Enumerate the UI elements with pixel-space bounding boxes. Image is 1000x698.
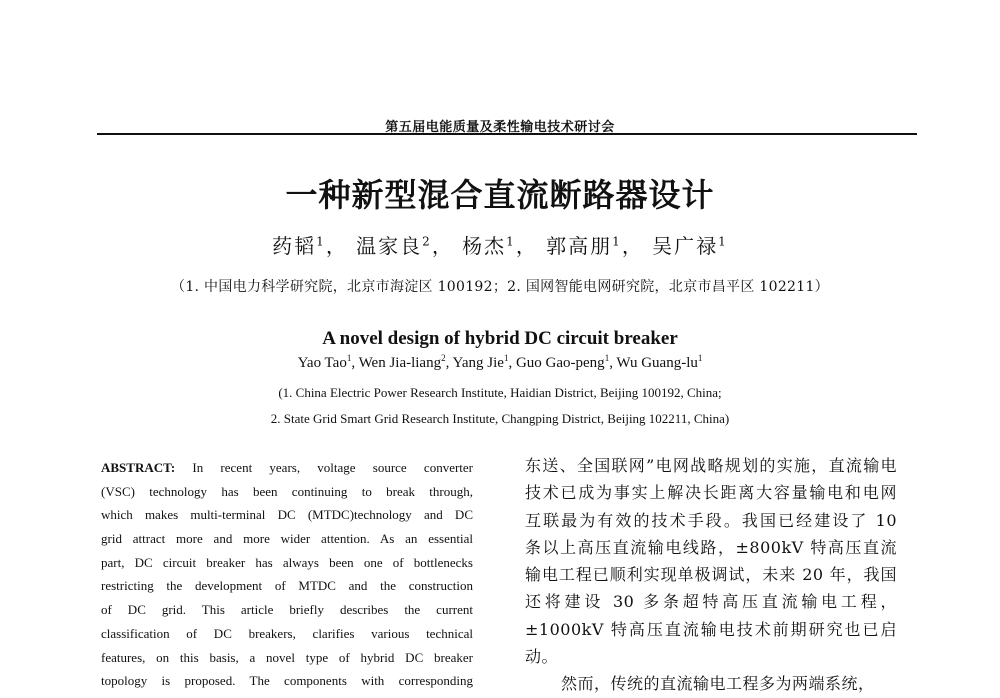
cn-authors: 药韬$^1$， 温家良$^2$， 杨杰$^1$， 郭高朋$^1$， 吴广禄$^1$: [272, 234, 728, 258]
abstract-line: classification of DC breakers, clarifies various technical: [101, 625, 473, 641]
author-sup: 1: [503, 353, 509, 363]
abstract-line: which makes multi-terminal DC (MTDC)technology and DC: [101, 507, 473, 523]
body-line: 然而，传统的直流输电工程多为两端系统，: [561, 674, 875, 694]
body-line: 输电工程已顺利实现单极调试，未来 20 年，我国: [525, 565, 897, 585]
author-name: 吴广禄: [652, 234, 719, 258]
author-name: 杨杰: [462, 234, 507, 258]
body-line: 互联最为有效的技术手段。我国已经建设了 10: [525, 510, 897, 530]
abstract-line: of DC grid. This article briefly describes the current: [101, 602, 473, 618]
abstract-line: (VSC) technology has been continuing to break through,: [101, 483, 473, 499]
en-affiliation-2: 2. State Grid Smart Grid Research Institute, Changping District, Beijing 102211, China): [270, 411, 730, 426]
body-line: 还将建设 30 多条超特高压直流输电工程，: [525, 592, 897, 612]
header-rule: [97, 133, 917, 135]
abstract-line: grid attract more and more wider attention. As an essential: [101, 531, 473, 547]
author-sup: 1: [604, 353, 610, 363]
body-line: 动。: [525, 647, 559, 667]
author-name: Yang Jie: [452, 355, 504, 371]
abstract-label: ABSTRACT:: [101, 460, 176, 475]
author-name: 药韬: [272, 234, 317, 258]
author-sup: 1: [506, 234, 516, 249]
author-name: Yao Tao: [297, 355, 347, 371]
en-title: A novel design of hybrid DC circuit breaker: [322, 328, 678, 349]
abstract-line: topology is proposed. The components with corresponding: [101, 673, 473, 689]
author-sup: 1: [346, 353, 352, 363]
abstract-line: features, on this basis, a novel type of hybrid DC breaker: [101, 649, 473, 665]
body-line: ±1000kV 特高压直流输电技术前期研究也已启: [525, 619, 897, 639]
author-sup: 2: [422, 234, 432, 249]
author-name: 温家良: [356, 234, 423, 258]
en-affiliation-1: (1. China Electric Power Research Institute, Haidian District, Beijing 100192, China;: [278, 385, 722, 400]
body-cn-column: [525, 452, 897, 698]
author-sup: 1: [316, 234, 326, 249]
abstract-line: restricting the development of MTDC and the construction: [101, 578, 473, 594]
author-name: Wen Jia-liang: [358, 355, 442, 371]
body-line: 技术已成为事实上解决长距离大容量输电和电网: [525, 483, 897, 503]
abstract-line: [101, 456, 473, 480]
body-line: 东送、全国联网”电网战略规划的实施，直流输电: [525, 456, 897, 475]
abstract-column: [101, 456, 473, 693]
abstract-line: part, DC circuit breaker has always been one of bottlenecks: [101, 554, 473, 570]
author-sup: 1: [612, 234, 622, 249]
author-name: Guo Gao-peng: [515, 355, 605, 371]
author-sup: 1: [718, 234, 728, 249]
author-name: Wu Guang-lu: [616, 355, 698, 371]
author-sup: 2: [441, 353, 446, 363]
author-sup: 1: [697, 353, 703, 363]
abstract-text: In recent years, voltage source converter: [175, 460, 473, 475]
cn-affiliation: （1. 中国电力科学研究院，北京市海淀区 100192；2. 国网智能电网研究院，北京市昌平区 102211）: [171, 279, 829, 295]
running-header: 第五届电能质量及柔性输电技术研讨会: [385, 120, 615, 135]
body-line: 条以上高压直流输电线路，±800kV 特高压直流: [525, 537, 897, 557]
cn-title: 一种新型混合直流断路器设计: [285, 176, 715, 214]
author-name: 郭高朋: [546, 234, 613, 258]
en-authors: Yao Tao$^1$, Wen Jia-liang$^2$, Yang Jie$^1$, Guo Gao-peng$^1$, Wu Guang-$lu^1$: [297, 353, 703, 371]
